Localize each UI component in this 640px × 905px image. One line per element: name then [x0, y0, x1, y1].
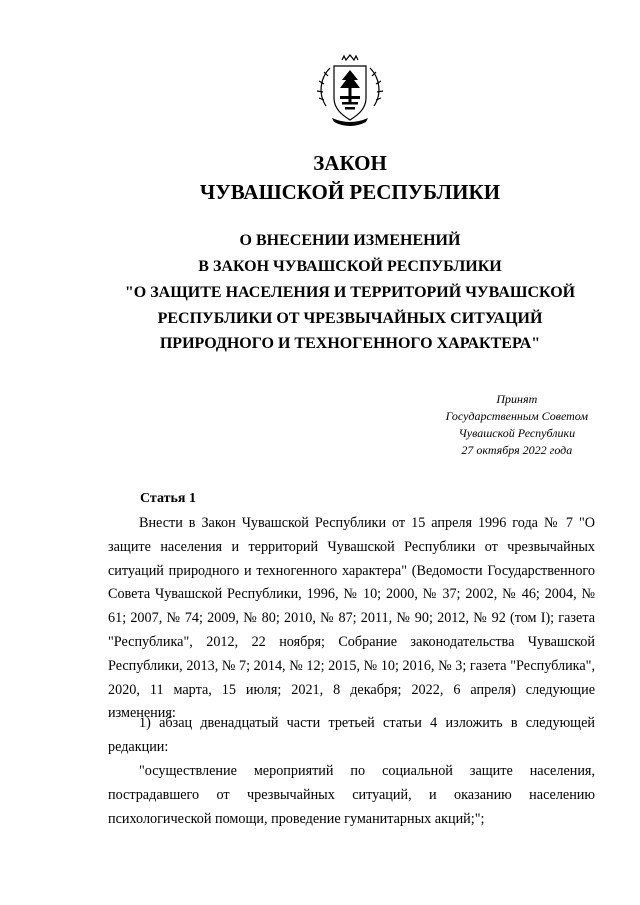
adoption-line: Государственным Советом: [445, 409, 588, 423]
article-paragraph: [108, 712, 595, 760]
adoption-line: Чувашской Республики: [458, 426, 576, 440]
law-subtitle-line: "О ЗАЩИТЕ НАСЕЛЕНИЯ И ТЕРРИТОРИЙ ЧУВАШСКОЙ: [124, 284, 576, 301]
law-subtitle-line: О ВНЕСЕНИИ ИЗМЕНЕНИЙ: [239, 232, 461, 249]
republic-title: ЧУВАШСКОЙ РЕСПУБЛИКИ: [199, 180, 501, 204]
article-paragraph: [108, 512, 595, 726]
adoption-date: 27 октября 2022 года: [461, 443, 573, 457]
document-type-title: ЗАКОН: [313, 151, 387, 175]
law-subtitle-line: В ЗАКОН ЧУВАШСКОЙ РЕСПУБЛИКИ: [198, 258, 502, 275]
paragraph-text: 1) абзац двенадцатый части третьей статьи 4 изложить в следующей редакции:: [108, 715, 595, 755]
paragraph-text: "осуществление мероприятий по социальной защите населения, пострадавшего от чрезвычайных ситуаций, и оказанию населению психологической помощи, проведение гуманитарных акций;";: [108, 763, 595, 827]
adoption-note: [446, 391, 588, 459]
adoption-line: Принят: [496, 392, 538, 406]
coat-of-arms-icon: [312, 54, 388, 130]
paragraph-text: Внести в Закон Чувашской Республики от 15 апреля 1996 года № 7 "О защите населения и территорий Чувашской Республики от чрезвычайных ситуаций природного и техногенного характера" (Ведомости Государственного Совета Чувашской Республики, 1996, № 10; 2000, № 37; 2002, № 46; 2004, № 61; 2007, № 74; 2009, № 80; 2010, № 87; 2011, № 90; 2012, № 92 (том I); газета "Республика", 2012, 22 ноября; Собрание законодательства Чувашской Республики, 2013, № 7; 2014, № 12; 2015, № 10; 2016, № 3; газета "Республика", 2020, 11 марта, 15 июля; 2021, 8 декабря; 2022, 6 апреля) следующие изменения:: [108, 515, 595, 722]
law-subtitle-line: РЕСПУБЛИКИ ОТ ЧРЕЗВЫЧАЙНЫХ СИТУАЦИЙ: [157, 310, 543, 327]
article-paragraph: [108, 760, 595, 831]
law-subtitle-line: ПРИРОДНОГО И ТЕХНОГЕННОГО ХАРАКТЕРА": [159, 335, 541, 352]
article-heading: Статья 1: [140, 491, 196, 506]
